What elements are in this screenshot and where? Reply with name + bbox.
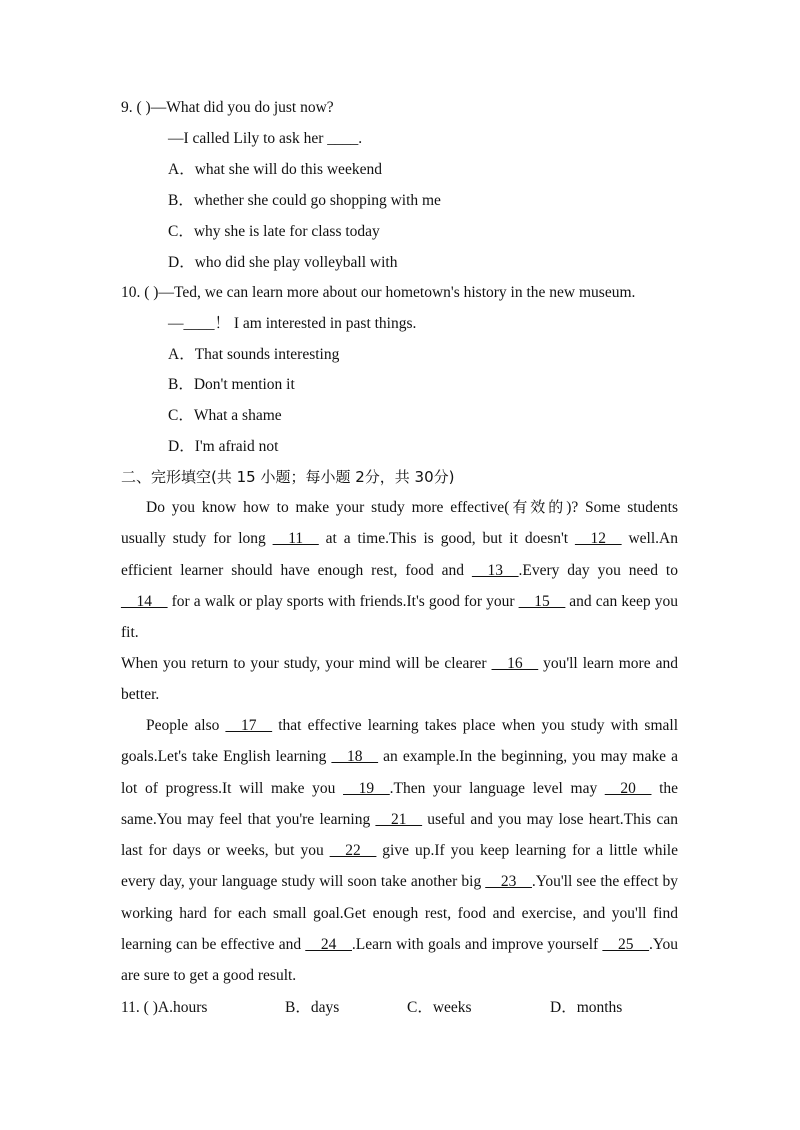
passage-text: Do you know how to make your study more effective( bbox=[146, 499, 510, 516]
q10-line2: —____！ I am interested in past things. bbox=[168, 315, 417, 332]
passage-text: at a time.This is good, but it doesn't bbox=[318, 530, 576, 548]
q10-option-b: B．Don't mention it bbox=[168, 376, 295, 393]
blank-21: __21__ bbox=[375, 810, 423, 828]
q11-option-d: D．months bbox=[550, 999, 623, 1016]
q10-stem: 10. ( )—Ted, we can learn more about our hometown's history in the new museum. bbox=[121, 284, 636, 301]
passage-text: .Then your language level may bbox=[389, 779, 605, 797]
q9-option-b: B．whether she could go shopping with me bbox=[168, 192, 441, 209]
blank-17: __17__ bbox=[225, 717, 273, 734]
passage-text: give up.If you keep learning for a little while every day, your language study will soon take another big bbox=[121, 842, 678, 891]
passage-text: you'll learn more and better. bbox=[121, 655, 678, 704]
q9-line2: —I called Lily to ask her ____. bbox=[168, 130, 363, 147]
blank-15: __15__ bbox=[518, 592, 566, 610]
q9-stem: 9. ( )—What did you do just now? bbox=[121, 99, 334, 116]
q11-option-c: C．weeks bbox=[407, 999, 472, 1016]
blank-24: __24__ bbox=[305, 936, 352, 954]
passage-text: useful and you may lose heart.This can last for days or weeks, but you bbox=[121, 810, 678, 860]
q10-option-d: D．I'm afraid not bbox=[168, 438, 279, 455]
passage-text: .You are sure to get a good result. bbox=[121, 936, 678, 985]
passage-text: )? Some students usually study for long bbox=[121, 499, 678, 548]
blank-13: __13__ bbox=[471, 561, 519, 579]
q10-option-a: A．That sounds interesting bbox=[168, 346, 340, 363]
passage-text: When you return to your study, your mind will be clearer bbox=[121, 655, 492, 672]
passage-text: and can keep you fit. bbox=[121, 592, 678, 642]
passage-text: People also bbox=[146, 717, 226, 734]
passage-text: .Every day you need to bbox=[518, 561, 678, 579]
passage-paragraph-2 bbox=[121, 648, 678, 711]
passage-text: .Learn with goals and improve yourself bbox=[351, 936, 603, 954]
q11-option-b: B．days bbox=[285, 999, 340, 1016]
blank-11: __11__ bbox=[272, 530, 319, 548]
passage-text: .You'll see the effect by working hard for each small goal.Get enough rest, food and exercise, and you'll find learning can be effective and bbox=[121, 873, 678, 954]
section-heading: 二、完形填空(共 15 小题；每小题 2分，共 30分) bbox=[121, 468, 455, 486]
passage-paragraph-1 bbox=[121, 492, 678, 648]
blank-22: __22__ bbox=[329, 842, 377, 860]
q11-stem: 11. ( )A.hours bbox=[121, 999, 208, 1016]
blank-14: __14__ bbox=[121, 592, 168, 610]
q9-option-a: A．what she will do this weekend bbox=[168, 161, 382, 178]
passage-text: the same.You may feel that you're learning bbox=[121, 779, 679, 828]
passage-text: an example.In the beginning, you may make a lot of progress.It will make you bbox=[121, 748, 678, 797]
blank-23: __23__ bbox=[485, 873, 532, 891]
passage-text: for a walk or play sports with friends.It's good for your bbox=[167, 592, 519, 610]
q9-option-d: D．who did she play volleyball with bbox=[168, 254, 398, 271]
q9-option-c: C．why she is late for class today bbox=[168, 223, 380, 240]
passage-text: well.An efficient learner should have enough rest, food and bbox=[121, 530, 678, 579]
blank-19: __19__ bbox=[343, 779, 390, 797]
passage-text: that effective learning takes place when you study with small goals.Let's take English learning bbox=[121, 717, 679, 766]
chinese-gloss: 有效的 bbox=[509, 498, 567, 516]
passage-paragraph-3 bbox=[121, 710, 678, 992]
q10-option-c: C．What a shame bbox=[168, 407, 282, 424]
blank-25: __25__ bbox=[602, 936, 649, 954]
blank-18: __18__ bbox=[331, 748, 378, 766]
blank-16: __16__ bbox=[491, 655, 539, 672]
blank-20: __20__ bbox=[604, 779, 652, 797]
blank-12: __12__ bbox=[575, 530, 622, 548]
